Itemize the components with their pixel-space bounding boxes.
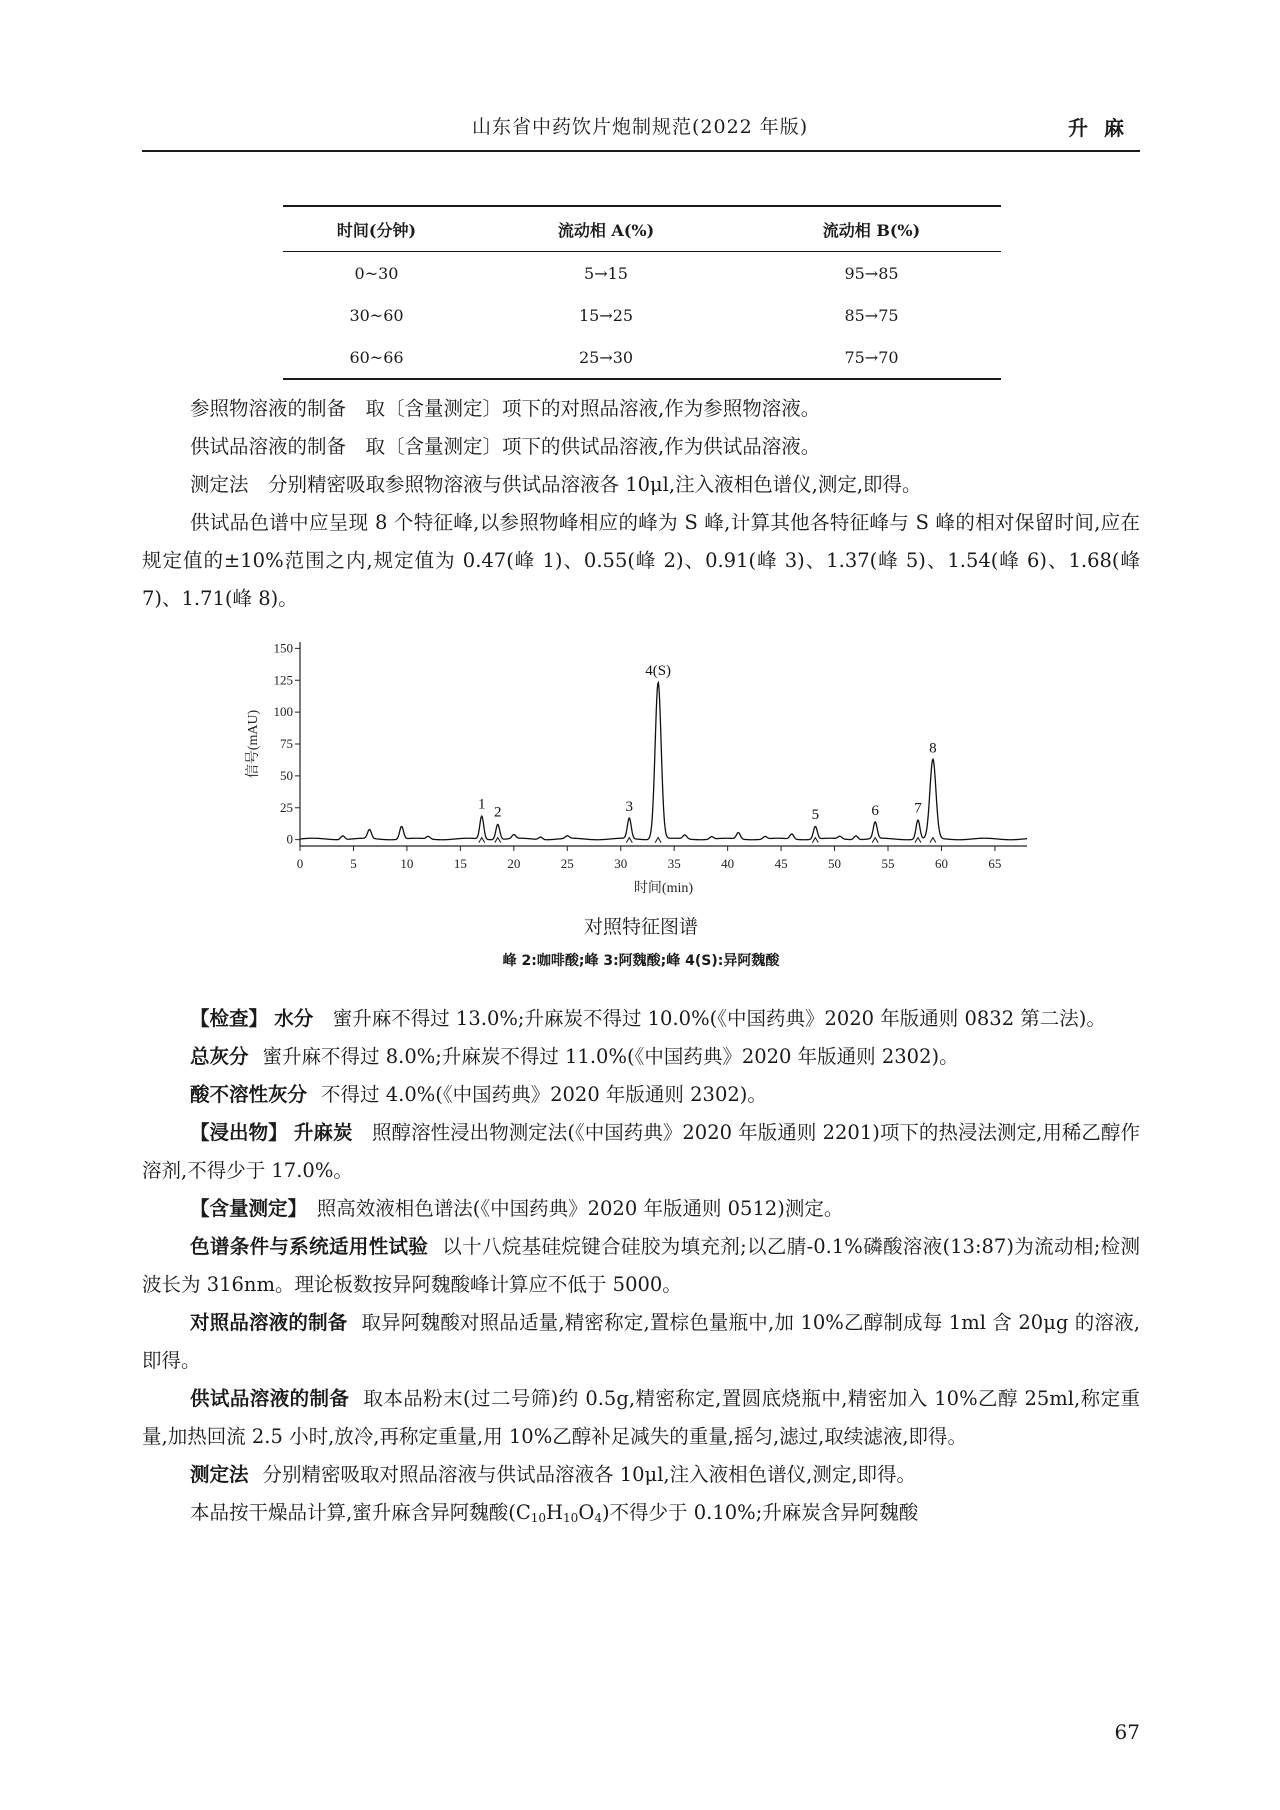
peak-label: 4(S) bbox=[645, 662, 672, 679]
peak-marker bbox=[930, 838, 936, 843]
subsection-heading: 酸不溶性灰分 bbox=[190, 1083, 308, 1106]
paragraph-last bbox=[142, 1494, 1140, 1537]
paragraph-text: 取异阿魏酸对照品适量,精密称定,置棕色量瓶中,加 10%乙醇制成每 1ml 含 20μg 的溶液,即得。 bbox=[142, 1311, 1140, 1372]
peak-marker bbox=[479, 838, 485, 843]
paragraph: 供试品色谱中应呈现 8 个特征峰,以参照物峰相应的峰为 S 峰,计算其他各特征峰与 S 峰的相对保留时间,应在规定值的±10%范围之内,规定值为 0.47(峰 1)、0.55(峰 2)、0.91(峰 3)、1.37(峰 5)、1.54(峰 6)、1.68(峰 7)、1.71(峰 8)。 bbox=[142, 511, 1140, 610]
formula-element: C bbox=[515, 1501, 531, 1524]
table-cell: 0~30 bbox=[354, 263, 399, 283]
table-row bbox=[283, 252, 1001, 295]
paragraph-jiancha bbox=[142, 1000, 1140, 1038]
table-cell: 25→30 bbox=[470, 336, 742, 379]
formula-subscript: 10 bbox=[530, 1511, 547, 1525]
x-tick-label: 15 bbox=[453, 856, 467, 871]
paragraph-hanliang bbox=[142, 1190, 1140, 1228]
table-header-cell: 流动相 B(%) bbox=[742, 206, 1001, 252]
chemical-formula bbox=[516, 1501, 602, 1524]
x-tick-label: 5 bbox=[350, 856, 357, 871]
x-tick-label: 25 bbox=[560, 856, 574, 871]
x-tick-label: 40 bbox=[721, 856, 735, 871]
chart-title: 对照特征图谱 bbox=[583, 916, 698, 938]
table-cell: 5→15 bbox=[584, 263, 628, 283]
table-cell: 15→25 bbox=[578, 305, 634, 325]
x-tick-label: 55 bbox=[881, 856, 895, 871]
x-axis-label: 时间(min) bbox=[633, 881, 694, 896]
paragraph: 参照物溶液的制备 取〔含量测定〕项下的对照品溶液,作为参照物溶液。 bbox=[190, 397, 821, 420]
peak-label: 7 bbox=[914, 800, 922, 817]
paragraph-text: 以十八烷基硅烷键合硅胶为填充剂;以乙腈-0.1%磷酸溶液(13:87)为流动相;检测波长为 316nm。理论板数按异阿魏酸峰计算应不低于 5000。 bbox=[142, 1235, 1140, 1296]
paragraph-text: 照高效液相色谱法(《中国药典》2020 年版通则 0512)测定。 bbox=[297, 1197, 844, 1220]
formula-element: O bbox=[578, 1501, 595, 1524]
y-tick-label: 25 bbox=[280, 799, 293, 815]
chart-note: 峰 2:咖啡酸;峰 3:阿魏酸;峰 4(S):异阿魏酸 bbox=[502, 953, 780, 969]
peak-marker bbox=[626, 838, 632, 843]
table-row bbox=[283, 336, 1001, 379]
peak-label: 6 bbox=[871, 803, 879, 820]
table-cell: 30~60 bbox=[349, 305, 404, 325]
section-heading: 【浸出物】 bbox=[190, 1121, 288, 1144]
y-tick-label: 125 bbox=[273, 672, 293, 688]
book-title: 山东省中药饮片炮制规范(2022 年版) bbox=[472, 116, 809, 138]
x-tick-label: 35 bbox=[667, 856, 681, 871]
formula-subscript: 10 bbox=[563, 1511, 579, 1525]
section-heading: 【检查】 bbox=[190, 1007, 269, 1030]
paragraph-text: 蜜升麻不得过 8.0%;升麻炭不得过 11.0%(《中国药典》2020 年版通则 2302)。 bbox=[262, 1045, 959, 1068]
x-tick-label: 45 bbox=[774, 856, 788, 871]
paragraph-zonghuifen bbox=[142, 1038, 1140, 1076]
peak-label: 2 bbox=[494, 804, 502, 821]
subsection-heading: 升麻炭 bbox=[293, 1121, 353, 1144]
paragraph-jinchu bbox=[142, 1114, 1140, 1190]
x-tick-label: 50 bbox=[828, 856, 842, 871]
table-row bbox=[283, 294, 1001, 336]
subsection-heading: 色谱条件与系统适用性试验 bbox=[190, 1235, 429, 1258]
paragraph: 测定法 分别精密吸取参照物溶液与供试品溶液各 10μl,注入液相色谱仪,测定,即得。 bbox=[190, 473, 922, 496]
paragraph: 供试品溶液的制备 取〔含量测定〕项下的供试品溶液,作为供试品溶液。 bbox=[190, 435, 821, 458]
x-tick-label: 65 bbox=[988, 856, 1002, 871]
paragraph-text: 分别精密吸取对照品溶液与供试品溶液各 10μl,注入液相色谱仪,测定,即得。 bbox=[262, 1463, 917, 1486]
paragraph-text: 蜜升麻不得过 13.0%;升麻炭不得过 10.0%(《中国药典》2020 年版通则 0832 第二法)。 bbox=[313, 1007, 1106, 1030]
y-tick-label: 150 bbox=[273, 640, 293, 656]
paragraph-duizhao bbox=[142, 1304, 1140, 1380]
table-header-row bbox=[283, 206, 1001, 252]
upper-text-block bbox=[142, 390, 1140, 618]
y-tick-label: 100 bbox=[273, 704, 293, 720]
subsection-heading: 对照品溶液的制备 bbox=[190, 1311, 348, 1334]
table-cell: 60~66 bbox=[283, 336, 470, 379]
paragraph-text: 取本品粉末(过二号筛)约 0.5g,精密称定,置圆底烧瓶中,精密加入 10%乙醇 25ml,称定重量,加热回流 2.5 小时,放冷,再称定重量,用 10%乙醇补足减失的重量,摇匀,滤过,取续滤液,即得。 bbox=[142, 1387, 1140, 1448]
y-axis-label: 信号(mAU) bbox=[246, 709, 261, 779]
peak-marker bbox=[812, 838, 818, 843]
running-header bbox=[142, 112, 1140, 142]
subsection-heading: 总灰分 bbox=[190, 1045, 249, 1068]
subsection-heading: 供试品溶液的制备 bbox=[190, 1387, 350, 1410]
subsection-heading: 测定法 bbox=[190, 1463, 249, 1486]
lower-text-block bbox=[142, 1000, 1140, 1537]
table-header-cell: 时间(分钟) bbox=[283, 206, 470, 252]
formula-element: H bbox=[546, 1501, 564, 1524]
formula-subscript: 4 bbox=[594, 1511, 602, 1525]
paragraph-suanbu bbox=[142, 1076, 1140, 1114]
table-header-cell: 流动相 A(%) bbox=[470, 206, 742, 252]
paragraph-cedingfa bbox=[142, 1456, 1140, 1494]
gradient-table bbox=[283, 205, 1001, 380]
x-tick-label: 20 bbox=[507, 856, 521, 871]
peak-marker bbox=[872, 838, 878, 843]
peak-label: 5 bbox=[811, 806, 820, 823]
page-number: 67 bbox=[1114, 1720, 1140, 1744]
paragraph-text: )不得少于 0.10%;升麻炭含异阿魏酸 bbox=[601, 1501, 919, 1524]
y-tick-label: 50 bbox=[280, 767, 293, 783]
section-heading: 【含量测定】 bbox=[190, 1197, 298, 1220]
paragraph-gongshi bbox=[142, 1380, 1140, 1456]
table-cell: 95→85 bbox=[844, 263, 899, 283]
peak-marker bbox=[915, 838, 921, 843]
peak-label: 3 bbox=[625, 799, 634, 816]
paragraph-sepu bbox=[142, 1228, 1140, 1304]
peak-marker bbox=[655, 838, 661, 843]
x-tick-label: 10 bbox=[400, 856, 414, 871]
peak-label: 1 bbox=[478, 796, 486, 813]
peak-marker bbox=[495, 838, 501, 843]
paragraph-text: 本品按干燥品计算,蜜升麻含异阿魏酸( bbox=[190, 1501, 516, 1524]
y-tick-label: 0 bbox=[286, 831, 293, 847]
paragraph-text: 不得过 4.0%(《中国药典》2020 年版通则 2302)。 bbox=[321, 1083, 767, 1106]
peak-label: 8 bbox=[929, 740, 937, 757]
y-tick-label: 75 bbox=[280, 736, 293, 751]
table-cell: 75→70 bbox=[742, 336, 1001, 379]
table-cell: 85→75 bbox=[844, 305, 899, 325]
subsection-heading: 水分 bbox=[274, 1007, 314, 1030]
x-tick-label: 60 bbox=[934, 856, 948, 871]
chromatogram-chart bbox=[235, 630, 1035, 900]
x-tick-label: 0 bbox=[296, 856, 304, 871]
header-rule bbox=[142, 150, 1140, 152]
x-tick-label: 30 bbox=[614, 856, 628, 871]
herb-name: 升麻 bbox=[1068, 116, 1140, 140]
paragraph-text: 照醇溶性浸出物测定法(《中国药典》2020 年版通则 2201)项下的热浸法测定,用稀乙醇作溶剂,不得少于 17.0%。 bbox=[142, 1121, 1140, 1182]
